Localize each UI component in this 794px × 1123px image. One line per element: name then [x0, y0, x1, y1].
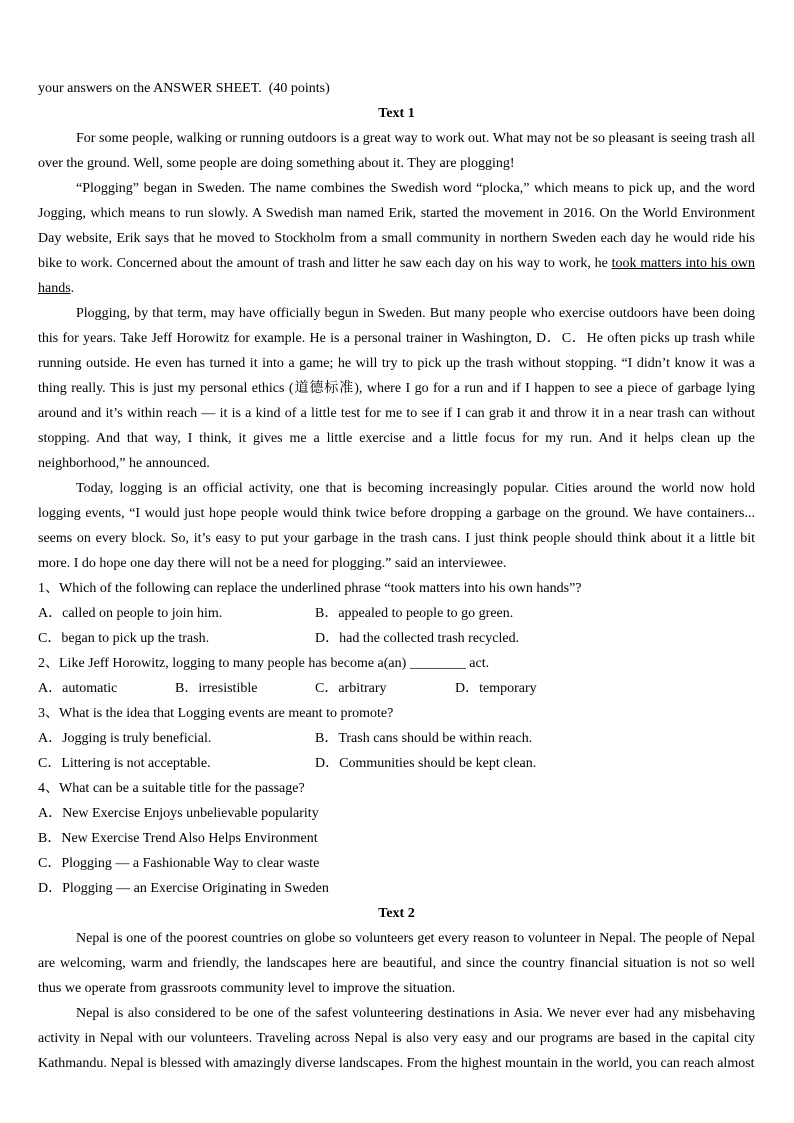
question-3-option-c: C．Littering is not acceptable.	[38, 756, 211, 771]
question-2-options-row	[38, 676, 755, 701]
question-1-option-a: A．called on people to join him.	[38, 606, 223, 621]
question-4-option-d: D．Plogging — an Exercise Originating in Sweden	[38, 881, 329, 896]
question-4	[38, 776, 755, 901]
text1-paragraph-4: Today, logging is an official activity, one that is becoming increasingly popular. Cities around the world now hold logging events, “I would just hope people would think twice before dropping a garbage on the ground. We have containers... seems on every block. So, it’s easy to put your garbage in the trash cans. I just think people should think about it a little bit more. I do hope one day there will not be a need for plogging.” said an interviewee.	[38, 481, 755, 571]
text2-paragraph-1: Nepal is one of the poorest countries on globe so volunteers get every reason to volunteer in Nepal. The people of Nepal are welcoming, warm and friendly, the landscapes here are beautiful, and since the country financial situation is not so well thus we operate from grassroots community level to improve the situation.	[38, 931, 755, 996]
question-2-option-c: C．arbitrary	[315, 681, 387, 696]
question-1-options-row-1	[38, 601, 755, 626]
question-3-options-row-1	[38, 726, 755, 751]
question-3-stem: 3、What is the idea that Logging events are meant to promote?	[38, 706, 394, 721]
paragraph-text: “Plogging” began in Sweden. The name combines the Swedish word “plocka,” which means to pick up, and the word Jogging, which means to run slowly. A Swedish man named Erik, started the movement in 2016. On the World Environment Day website, Erik says that he moved to Stockholm from a small community in northern Sweden each day he would ride his bike to work. Concerned about the amount of trash and litter he saw each day on his way to work, he	[38, 181, 755, 271]
question-3-option-d: D．Communities should be kept clean.	[315, 756, 537, 771]
question-1-option-c: C．began to pick up the trash.	[38, 631, 210, 646]
question-2-stem: 2、Like Jeff Horowitz, logging to many people has become a(an) ________ act.	[38, 656, 490, 671]
text1-paragraph-2	[38, 176, 755, 301]
question-3	[38, 701, 755, 776]
text1-paragraph-1: For some people, walking or running outdoors is a great way to work out. What may not be so pleasant is seeing trash all over the ground. Well, some people are doing something about it. They are plogging!	[38, 131, 755, 171]
question-1	[38, 576, 755, 651]
question-4-option-c: C．Plogging — a Fashionable Way to clear waste	[38, 856, 320, 871]
underlined-phrase: took matters into his own hands	[38, 256, 755, 296]
question-4-option-b: B．New Exercise Trend Also Helps Environment	[38, 831, 318, 846]
question-3-option-a: A．Jogging is truly beneficial.	[38, 731, 212, 746]
question-1-option-b: B．appealed to people to go green.	[315, 606, 514, 621]
text2-paragraph-2: Nepal is also considered to be one of the safest volunteering destinations in Asia. We never ever had any misbehaving activity in Nepal with our volunteers. Traveling across Nepal is also very easy and our programs are based in the capital city Kathmandu. Nepal is blessed with amazingly diverse landscapes. From the highest mountain in the world, you can reach almost	[38, 1006, 755, 1071]
question-1-option-d: D．had the collected trash recycled.	[315, 631, 520, 646]
question-2-option-a: A．automatic	[38, 681, 118, 696]
paragraph-text: .	[70, 281, 75, 296]
question-3-option-b: B．Trash cans should be within reach.	[315, 731, 533, 746]
question-1-options-row-2	[38, 626, 755, 651]
question-3-options-row-2	[38, 751, 755, 776]
question-4-option-a: A．New Exercise Enjoys unbelievable popularity	[38, 806, 319, 821]
text2-heading: Text 2	[378, 906, 415, 921]
questions-text1	[38, 576, 755, 901]
question-2-option-d: D．temporary	[455, 681, 537, 696]
answer-sheet-note: your answers on the ANSWER SHEET. (40 points)	[38, 81, 330, 96]
question-2	[38, 651, 755, 701]
question-1-stem: 1、Which of the following can replace the underlined phrase “took matters into his own hands”?	[38, 581, 582, 596]
text1-heading: Text 1	[378, 106, 415, 121]
question-2-option-b: B．irresistible	[175, 681, 258, 696]
question-4-stem: 4、What can be a suitable title for the passage?	[38, 781, 305, 796]
text1-paragraph-3: Plogging, by that term, may have officially begun in Sweden. But many people who exercise outdoors have been doing this for years. Take Jeff Horowitz for example. He is a personal trainer in Washington, D．C．He often picks up trash while running outside. He even has turned it into a game; he will try to pick up the trash without stopping. “I didn’t know it was a thing really. This is just my personal ethics (道德标准), where I go for a run and if I happen to see a piece of garbage lying around and it’s within reach — it is a kind of a little test for me to see if I can grab it and throw it in a near trash can without stopping. And that way, I think, it gives me a little exercise and a little focus for my run. And it helps clean up the neighborhood,” he announced.	[38, 306, 755, 471]
